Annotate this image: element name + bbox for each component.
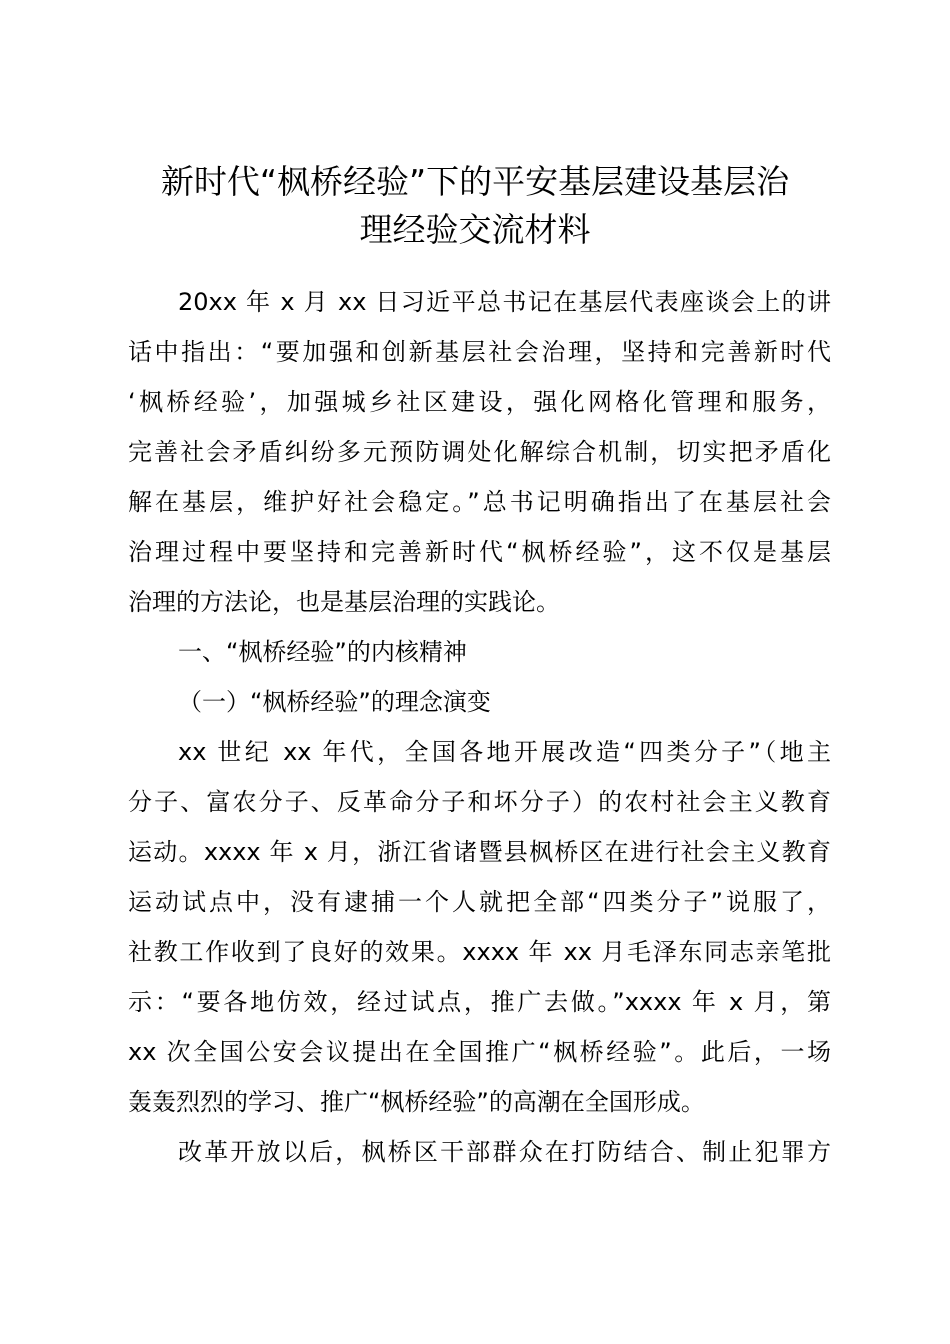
paragraph-2-line-1: xx 世纪 xx 年代，全国各地开展改造“四类分子”（地主 [178,738,831,766]
paragraph-2-line-2: 分子、富农分子、反革命分子和坏分子）的农村社会主义教育 [128,788,831,816]
document-title-line-2: 理经验交流材料 [359,210,591,249]
paragraph-1-line-4: 完善社会矛盾纠纷多元预防调处化解综合机制，切实把矛盾化 [128,438,831,466]
subsection-heading-1: （一）“枫桥经验”的理念演变 [178,688,491,716]
paragraph-1-line-5: 解在基层，维护好社会稳定。”总书记明确指出了在基层社会 [128,488,831,516]
paragraph-3-line-1: 改革开放以后，枫桥区干部群众在打防结合、制止犯罪方 [178,1138,831,1166]
paragraph-2-line-4: 运动试点中，没有逮捕一个人就把全部“四类分子”说服了， [128,888,831,916]
paragraph-1-line-6: 治理过程中要坚持和完善新时代“枫桥经验”，这不仅是基层 [128,538,831,566]
paragraph-1-line-3: ‘枫桥经验’，加强城乡社区建设，强化网格化管理和服务， [128,388,831,416]
paragraph-2-line-7: xx 次全国公安会议提出在全国推广“枫桥经验”。此后，一场 [128,1038,831,1066]
document-title-line-1: 新时代“枫桥经验”下的平安基层建设基层治 [160,162,790,201]
paragraph-2-line-8: 轰轰烈烈的学习、推广“枫桥经验”的高潮在全国形成。 [128,1088,705,1116]
paragraph-1-line-7: 治理的方法论，也是基层治理的实践论。 [128,588,560,616]
paragraph-2-line-5: 社教工作收到了良好的效果。xxxx 年 xx 月毛泽东同志亲笔批 [128,938,831,966]
paragraph-2-line-6: 示：“要各地仿效，经过试点，推广去做。”xxxx 年 x 月，第 [128,988,831,1016]
paragraph-1-line-1: 20xx 年 x 月 xx 日习近平总书记在基层代表座谈会上的讲 [178,288,831,316]
paragraph-2-line-3: 运动。xxxx 年 x 月，浙江省诸暨县枫桥区在进行社会主义教育 [128,838,831,866]
paragraph-1-line-2: 话中指出：“要加强和创新基层社会治理，坚持和完善新时代 [128,338,831,366]
section-heading-1: 一、“枫桥经验”的内核精神 [178,638,467,666]
